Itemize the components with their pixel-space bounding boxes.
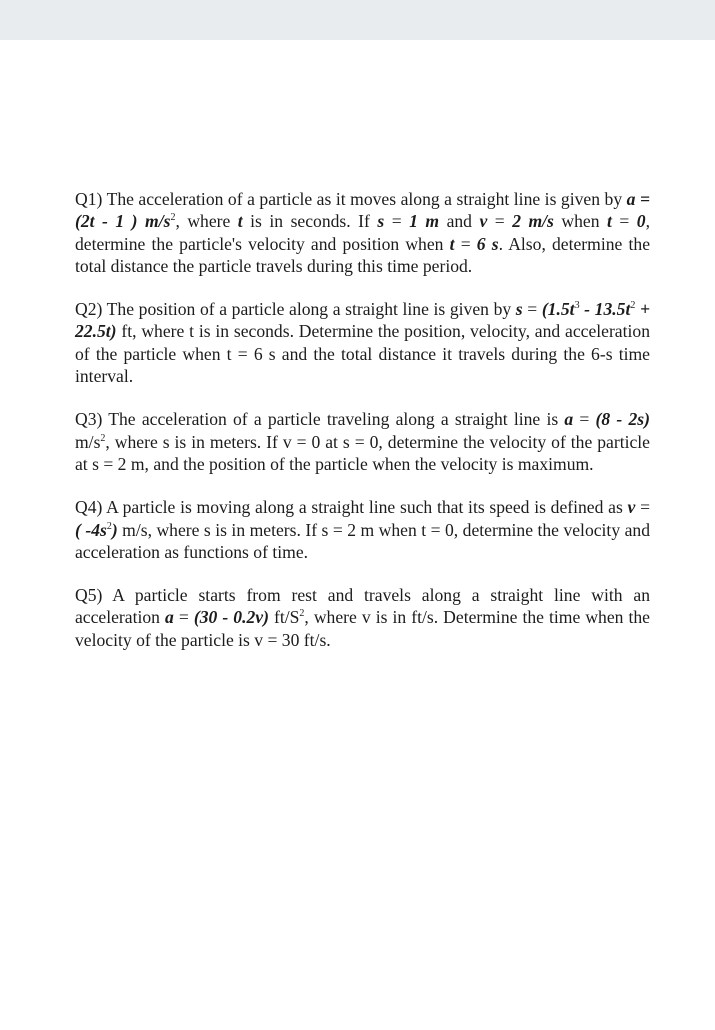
question-text: The position of a particle along a straight line is given by	[102, 299, 516, 320]
math-expression: 6 s	[476, 233, 499, 254]
question-number: Q3)	[75, 409, 103, 430]
math-expression: t	[237, 211, 243, 232]
question-text: , where s is in meters. If v = 0 at s = 0, determine the velocity of the particle at s = 2 m, and the position of the particle when the velocity is maximum.	[75, 431, 650, 474]
question-1	[75, 188, 650, 277]
superscript-exponent: 2	[100, 432, 106, 444]
math-expression: 0	[636, 211, 646, 232]
question-5	[75, 584, 650, 651]
question-text: A particle starts from rest and travels along a straight line with an acceleration	[75, 585, 650, 628]
question-text: ft/S	[268, 607, 300, 628]
question-text: =	[384, 211, 410, 232]
math-expression: 13.5t	[594, 299, 631, 320]
question-text: ft, where t is in seconds. Determine the position, velocity, and acceleration of the particle when t = 6 s and the total distance it travels during the 6-s time interval.	[75, 321, 650, 387]
math-expression: +	[635, 299, 650, 320]
question-2	[75, 298, 650, 387]
math-expression: (8 - 2s)	[595, 409, 650, 430]
math-expression: (2t - 1 ) m/s	[75, 211, 171, 232]
math-expression: 22.5t)	[75, 321, 117, 342]
document-page	[75, 188, 650, 651]
question-text: , where	[175, 211, 238, 232]
superscript-exponent: 2	[106, 520, 112, 532]
question-text: =	[173, 607, 194, 628]
math-expression: v	[479, 211, 488, 232]
math-expression: =	[635, 189, 650, 209]
math-expression: a	[564, 409, 574, 430]
math-expression: a	[165, 607, 174, 628]
question-number: Q4)	[75, 497, 103, 518]
question-text: =	[573, 409, 596, 430]
question-text: when	[553, 211, 607, 232]
question-text: =	[454, 233, 477, 254]
question-3	[75, 408, 650, 475]
math-expression: 1 m	[409, 211, 440, 232]
math-expression: )	[111, 519, 118, 540]
math-expression: -	[579, 299, 595, 320]
question-text: =	[487, 211, 513, 232]
question-text: m/s	[75, 431, 101, 452]
question-text: =	[635, 497, 650, 518]
math-expression: v	[627, 497, 636, 518]
question-text: A particle is moving along a straight line such that its speed is defined as	[102, 497, 628, 518]
question-text: The acceleration of a particle traveling along a straight line is	[102, 409, 565, 430]
math-expression: s	[377, 211, 385, 232]
math-expression: s	[515, 299, 523, 320]
math-expression: ( -4s	[75, 519, 107, 540]
question-text: is in seconds. If	[242, 211, 378, 232]
question-text: . Also, determine the total distance the particle travels during this time period.	[75, 233, 650, 276]
question-number: Q1)	[75, 189, 103, 209]
question-4	[75, 496, 650, 563]
question-text: =	[522, 299, 542, 320]
question-text: and	[439, 211, 480, 232]
math-expression: (1.5t	[541, 299, 575, 320]
question-text: =	[611, 211, 637, 232]
question-text: , where v is in ft/s. Determine the time when the velocity of the particle is v = 30 ft/s.	[75, 607, 650, 650]
question-text: m/s, where s is in meters. If s = 2 m when t = 0, determine the velocity and acceleration as functions of time.	[75, 519, 650, 562]
math-expression: t	[449, 233, 455, 254]
top-toolbar-band	[0, 0, 715, 40]
superscript-exponent: 2	[630, 300, 636, 312]
superscript-exponent: 3	[574, 300, 580, 312]
math-expression: (30 - 0.2v)	[193, 607, 269, 628]
question-text: The acceleration of a particle as it moves along a straight line is given by	[102, 189, 627, 209]
math-expression: t	[606, 211, 612, 232]
math-expression: a	[626, 189, 636, 209]
question-number: Q2)	[75, 299, 103, 320]
superscript-exponent: 2	[170, 212, 176, 224]
math-expression: 2 m/s	[512, 211, 554, 232]
superscript-exponent: 2	[299, 608, 305, 620]
question-text: , determine the particle's velocity and position when	[75, 211, 650, 254]
question-number: Q5)	[75, 585, 103, 606]
